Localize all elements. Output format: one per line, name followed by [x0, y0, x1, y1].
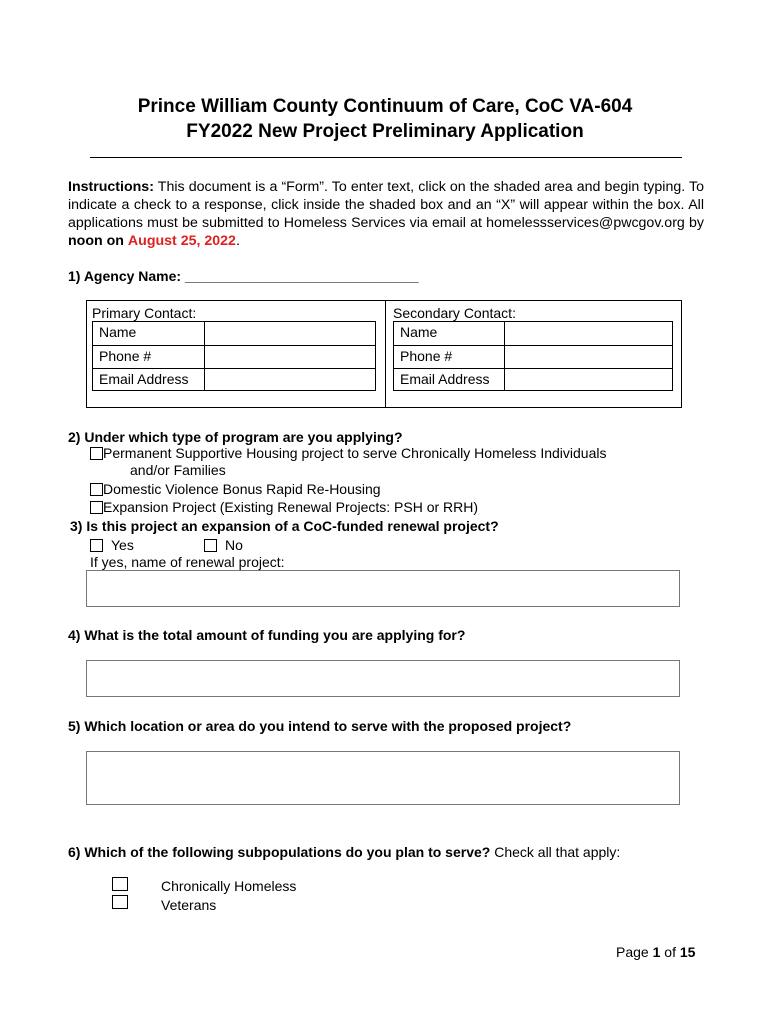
chronic-label: Chronically Homeless — [161, 878, 297, 894]
renewal-name-label: If yes, name of renewal project: — [90, 554, 285, 570]
yes-checkbox[interactable] — [90, 539, 103, 552]
secondary-email-input[interactable] — [505, 369, 672, 390]
veterans-checkbox[interactable] — [112, 894, 128, 912]
contact-divider — [385, 301, 386, 407]
subpopulation-label: 6) Which of the following subpopulations do you plan to serve? — [68, 844, 491, 860]
secondary-name-input[interactable] — [505, 322, 672, 345]
location-question: 5) Which location or area do you intend to serve with the proposed project? — [68, 718, 572, 734]
primary-phone-label: Phone # — [99, 348, 152, 364]
veterans-label: Veterans — [161, 897, 217, 913]
psh-checkbox[interactable] — [90, 447, 103, 460]
primary-contact-heading: Primary Contact: — [92, 305, 197, 321]
primary-name-label: Name — [99, 324, 137, 340]
page-subtitle: FY2022 New Project Preliminary Application — [186, 121, 584, 142]
program-option-psh — [90, 444, 606, 462]
subpopulation-question — [68, 843, 620, 861]
agency-name-question — [68, 267, 419, 285]
page-title: Prince William County Continuum of Care, CoC VA-604 — [137, 96, 633, 117]
program-type-question: 2) Under which type of program are you applying? — [68, 429, 403, 445]
secondary-phone-label: Phone # — [400, 348, 453, 364]
program-option-expansion — [90, 498, 478, 516]
yes-label: Yes — [111, 537, 134, 553]
location-input[interactable] — [86, 751, 680, 805]
subpopulation-hint: Check all that apply: — [490, 844, 621, 860]
secondary-contact-heading: Secondary Contact: — [393, 305, 516, 321]
funding-input[interactable] — [86, 660, 680, 697]
primary-email-input[interactable] — [205, 369, 375, 390]
expansion-label: Expansion Project (Existing Renewal Projects: PSH or RRH) — [103, 499, 479, 515]
renewal-name-input[interactable] — [86, 570, 680, 607]
page-total: 15 — [679, 944, 696, 960]
expansion-checkbox[interactable] — [90, 501, 103, 514]
dv-checkbox[interactable] — [90, 483, 103, 496]
instructions-text: This document is a “Form”. To enter text, click on the shaded area and begin typing. To indicate a check to a response, click inside the shaded box and an “X” will appear within the box. All applications must be submitted to Homeless Services via email at homelessservices@pwcgov.org by — [68, 179, 705, 231]
no-label: No — [225, 537, 243, 553]
title-rule — [90, 157, 682, 158]
dv-label: Domestic Violence Bonus Rapid Re-Housing — [103, 481, 381, 497]
deadline-date: August 25, 2022 — [127, 233, 236, 249]
instructions-label: Instructions: — [68, 179, 154, 195]
deadline-prefix: noon on — [68, 233, 124, 249]
contact-table — [86, 300, 682, 408]
chronic-checkbox[interactable] — [112, 876, 128, 894]
secondary-name-label: Name — [400, 324, 438, 340]
primary-contact-grid — [92, 321, 376, 391]
page-current: 1 — [652, 944, 661, 960]
instructions — [68, 178, 704, 250]
yes-option — [90, 536, 134, 554]
secondary-contact-grid — [393, 321, 673, 391]
no-checkbox[interactable] — [204, 539, 217, 552]
agency-name-field[interactable]: ______________________________ — [184, 268, 419, 284]
page-of: of — [660, 944, 680, 960]
primary-phone-input[interactable] — [205, 346, 375, 368]
expansion-question: 3) Is this project an expansion of a CoC-funded renewal project? — [70, 518, 499, 534]
secondary-phone-input[interactable] — [505, 346, 672, 368]
primary-email-label: Email Address — [99, 371, 189, 387]
psh-label: Permanent Supportive Housing project to serve Chronically Homeless Individuals — [103, 445, 607, 461]
primary-name-input[interactable] — [205, 322, 375, 345]
psh-label-cont: and/or Families — [130, 462, 226, 478]
page-prefix: Page — [616, 944, 653, 960]
page-number — [616, 943, 695, 961]
program-option-dv — [90, 480, 381, 498]
no-option — [204, 536, 243, 554]
secondary-email-label: Email Address — [400, 371, 490, 387]
funding-question: 4) What is the total amount of funding you are applying for? — [68, 627, 466, 643]
instructions-end: . — [235, 233, 240, 249]
agency-name-label: 1) Agency Name: — [68, 268, 185, 284]
